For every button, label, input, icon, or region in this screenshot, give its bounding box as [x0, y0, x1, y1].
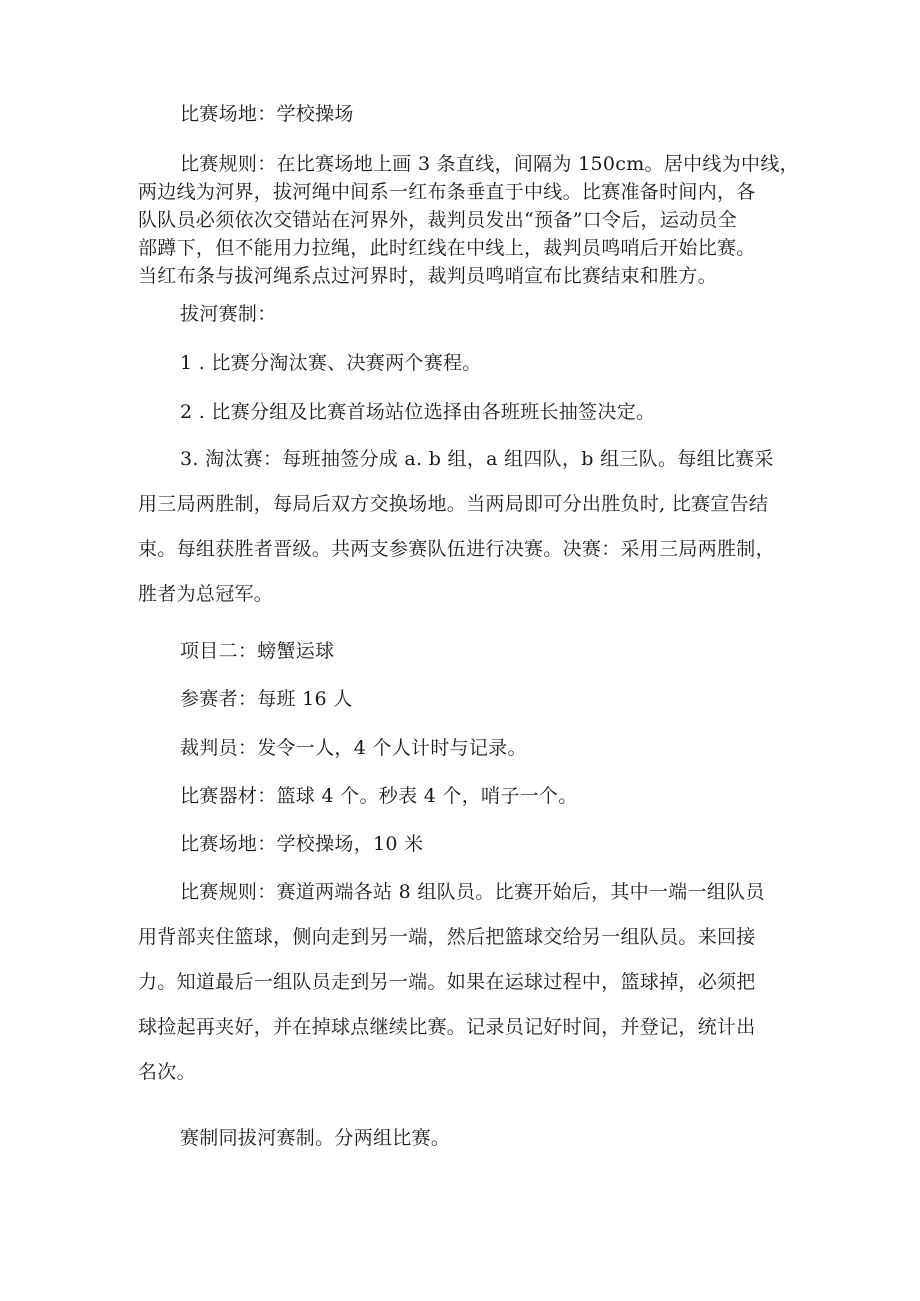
paragraph-referees — [138, 734, 798, 762]
text-line: 2 . 比赛分组及比赛首场站位选择由各班班长抽签决定。 — [180, 401, 656, 423]
text-line: 1 . 比赛分淘汰赛、决赛两个赛程。 — [180, 352, 482, 374]
text-line: 拔河赛制： — [180, 303, 277, 325]
text-line: 部蹲下，但不能用力拉绳，此时红线在中线上，裁判员鸣哨后开始比赛。 — [138, 237, 756, 259]
paragraph-venue-2 — [138, 830, 798, 858]
text-line: 队队员必须依次交错站在河界外，裁判员发出“预备”口令后，运动员全 — [138, 209, 738, 231]
paragraph-format-item-3 — [138, 437, 798, 617]
text-line: 参赛者：每班 16 人 — [180, 688, 353, 710]
text-line: 3. 淘汰赛：每班抽签分成 a. b 组，a 组四队，b 组三队。每组比赛采 — [180, 448, 774, 470]
paragraph-participants — [138, 685, 798, 713]
paragraph-format-item-2 — [138, 398, 798, 426]
text-line: 比赛器材：篮球 4 个。秒表 4 个，哨子一个。 — [180, 785, 578, 807]
text-line: 当红布条与拔河绳系点过河界时，裁判员鸣哨宣布比赛结束和胜方。 — [138, 265, 718, 287]
text-line: 比赛规则：在比赛场地上画 3 条直线，间隔为 150cm。居中线为中线， — [180, 153, 799, 175]
paragraph-tug-format-heading — [138, 300, 798, 328]
text-line: 两边线为河界，拔河绳中间系一红布条垂直于中线。比赛准备时间内，各 — [138, 181, 756, 203]
paragraph-rules-2 — [138, 870, 798, 1095]
text-line: 力。知道最后一组队员走到另一端。如果在运球过程中，篮球掉，必须把 — [138, 971, 756, 993]
text-line: 胜者为总冠军。 — [138, 583, 274, 605]
text-line: 赛制同拔河赛制。分两组比赛。 — [180, 1127, 451, 1149]
text-line: 球捡起再夹好，并在掉球点继续比赛。记录员记好时间，并登记，统计出 — [138, 1016, 756, 1038]
text-line: 名次。 — [138, 1061, 196, 1083]
text-line: 比赛场地：学校操场，10 米 — [180, 833, 424, 855]
paragraph-format-item-1 — [138, 349, 798, 377]
text-line: 用背部夹住篮球，侧向走到另一端，然后把篮球交给另一组队员。来回接 — [138, 926, 756, 948]
paragraph-project-two-title — [138, 637, 798, 665]
paragraph-format-same — [138, 1124, 798, 1152]
paragraph-equipment — [138, 782, 798, 810]
text-line: 用三局两胜制，每局后双方交换场地。当两局即可分出胜负时, 比赛宣告结 — [138, 493, 769, 515]
text-line: 裁判员：发令一人，4 个人计时与记录。 — [180, 737, 527, 759]
paragraph-rules-1 — [138, 150, 798, 290]
text-line: 项目二：螃蟹运球 — [180, 640, 335, 662]
text-line: 束。每组获胜者晋级。共两支参赛队伍进行决赛。决赛：采用三局两胜制， — [138, 538, 775, 560]
text-line: 比赛场地：学校操场 — [180, 103, 354, 125]
text-line: 比赛规则：赛道两端各站 8 组队员。比赛开始后，其中一端一组队员 — [180, 881, 765, 903]
paragraph-venue-1 — [138, 100, 798, 128]
